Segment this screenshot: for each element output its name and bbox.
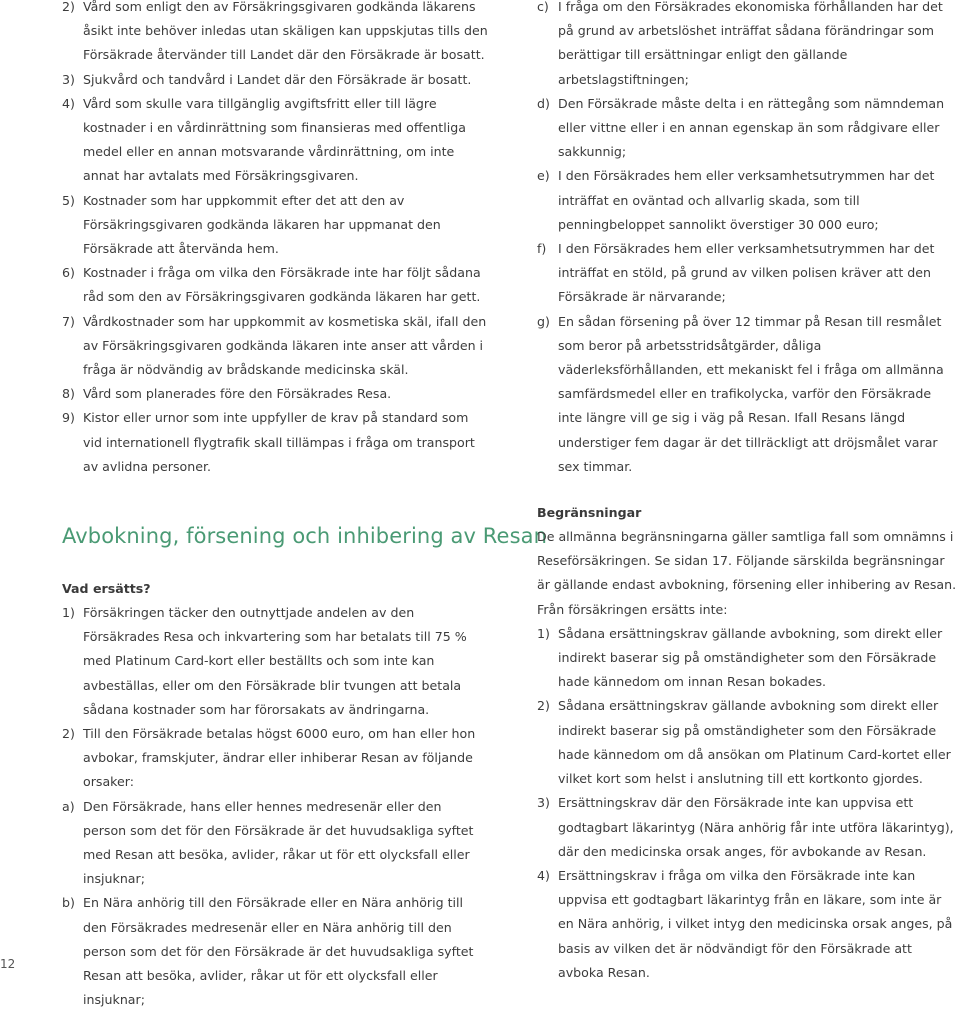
item-text: I den Försäkrades hem eller verksamhetsutrymmen har det inträffat en stöld, på grund av vilken polisen kräver att den Försäkrade är närvarande;: [558, 241, 935, 305]
item-text: Kostnader i fråga om vilka den Försäkrade inte har följt sådana råd som den av Försäkringsgivaren godkända läkaren har gett.: [83, 265, 481, 305]
list-item: [62, 92, 488, 189]
item-text: En sådan försening på över 12 timmar på Resan till resmålet som beror på arbetsstridsåtgärder, dåliga väderleksförhållanden, ett mekaniskt fel i fråga om allmänna samfärdsmedel eller en trafikolycka, varför den Försäkrade inte längre vill ge sig i väg på Resan. Ifall Resans längd understiger fem dagar är det tillräckligt att dröjsmålet varar sex timmar.: [558, 313, 944, 474]
item-number: c): [537, 0, 549, 14]
item-text: Ersättningskrav i fråga om vilka den Försäkrade inte kan uppvisa ett godtagbart läkarintyg från en läkare, som inte är en Nära anhörig, i vilket intyg den medicinska orsak anges, på basis av vilken det är nödvändigt för den Försäkrade att avboka Resan.: [558, 867, 953, 980]
item-number: 9): [62, 410, 75, 426]
item-number: 4): [537, 867, 550, 883]
item-number: f): [537, 241, 547, 257]
item-number: 6): [62, 265, 75, 281]
list-item: [537, 164, 957, 237]
section-heading: Avbokning, försening och inhibering av Resan: [62, 524, 547, 548]
item-number: b): [62, 895, 75, 911]
list-item: [537, 92, 957, 165]
item-number: 7): [62, 313, 75, 329]
item-text: Vård som enligt den av Försäkringsgivaren godkända läkarens åsikt inte behöver inledas utan skäligen kan uppskjutas tills den Försäkrade återvänder till Landet där den Försäkrade är bosatt.: [83, 0, 488, 63]
list-item: [62, 261, 488, 309]
list-item: [537, 237, 957, 310]
item-text: Ersättningskrav där den Försäkrade inte kan uppvisa ett godtagbart läkarintyg (Nära anhörig får inte utföra läkarintyg), där den medicinska orsak anges, för avbokande av Resan.: [558, 795, 954, 859]
page-number: 12: [0, 957, 16, 971]
item-text: Sådana ersättningskrav gällande avbokning, som direkt eller indirekt baserar sig på omständigheter som den Försäkrade hade kännedom om innan Resan bokades.: [558, 625, 943, 690]
item-number: 5): [62, 192, 75, 208]
list-item: [537, 791, 957, 864]
item-number: 1): [537, 625, 550, 641]
begransningar-paragraph: De allmänna begränsningarna gäller samtliga fall som omnämns i Reseförsäkringen. Se sidan 17. Följande särskilda begränsningar är gällande endast avbokning, försening eller inhibering av Resan. Från försäkringen ersätts inte:: [537, 529, 957, 617]
item-text: I fråga om den Försäkrades ekonomiska förhållanden har det på grund av arbetslöshet inträffat sådana förändringar som berättigar till ersättningar enligt den gällande arbetslagstiftningen;: [558, 0, 943, 87]
list-item: [62, 601, 488, 722]
list-item: [62, 795, 488, 892]
right-column: [537, 0, 957, 985]
item-number: e): [537, 168, 550, 184]
item-number: g): [537, 313, 550, 329]
item-text: Vård som planerades före den Försäkrades Resa.: [83, 386, 392, 402]
item-text: Vård som skulle vara tillgänglig avgiftsfritt eller till lägre kostnader i en vårdinrättning som finansieras med offentliga medel eller en annan motsvarande vårdinrättning, om inte annat har avtalats med Försäkringsgivaren.: [83, 95, 466, 184]
list-item: [62, 310, 488, 383]
item-text: I den Försäkrades hem eller verksamhetsutrymmen har det inträffat en oväntad och allvarlig skada, som till penningbeloppet sannolikt överstiger 30 000 euro;: [558, 168, 935, 232]
list-item: [62, 0, 488, 68]
list-item: [62, 722, 488, 795]
item-text: Till den Försäkrade betalas högst 6000 euro, om han eller hon avbokar, framskjuter, ändrar eller inhiberar Resan av följande orsaker:: [83, 726, 476, 790]
item-text: Sådana ersättningskrav gällande avbokning som direkt eller indirekt baserar sig på omständigheter som den Försäkrade hade kännedom om då ansökan om Platinum Card-kortet eller vilket kort som helst i anslutning till ett kortkonto gjordes.: [558, 698, 951, 787]
left-column-exclusions: [62, 0, 488, 479]
item-text: Kostnader som har uppkommit efter det att den av Försäkringsgivaren godkända läkaren har uppmanat den Försäkrade att återvända hem.: [83, 192, 441, 257]
item-number: 1): [62, 605, 75, 620]
item-number: 3): [62, 71, 75, 87]
list-item: [62, 68, 488, 92]
list-item: [62, 406, 488, 479]
item-number: 4): [62, 95, 75, 111]
list-item: [537, 622, 957, 695]
item-text: Försäkringen täcker den outnyttjade andelen av den Försäkrades Resa och inkvartering som har betalats till 75 % med Platinum Card-kort eller beställts och som inte kan avbeställas, eller om den Försäkrade blir tvungen att betala sådana kostnader som har förorsakats av ändringarna.: [83, 605, 467, 717]
item-text: Vårdkostnader som har uppkommit av kosmetiska skäl, ifall den av Försäkringsgivaren godkända läkaren inte anser att vården i fråga är nödvändig av brådskande medicinska skäl.: [83, 313, 487, 378]
item-number: 2): [62, 726, 75, 742]
vad-ersatts-subheading: Vad ersätts?: [62, 581, 151, 596]
item-number: a): [62, 798, 75, 814]
list-item: [62, 189, 488, 262]
list-item: [537, 310, 957, 479]
list-item: [537, 0, 957, 92]
list-item: [62, 382, 488, 406]
item-number: d): [537, 95, 550, 111]
list-item: [537, 864, 957, 985]
item-number: 8): [62, 386, 75, 402]
list-item: [537, 694, 957, 791]
list-item: [62, 891, 488, 1012]
item-number: 2): [537, 698, 550, 714]
item-number: 2): [62, 0, 75, 14]
item-text: Sjukvård och tandvård i Landet där den Försäkrade är bosatt.: [83, 71, 472, 87]
item-text: Kistor eller urnor som inte uppfyller de krav på standard som vid internationell flygtrafik skall tillämpas i fråga om transport av avlidna personer.: [83, 410, 475, 474]
item-text: Den Försäkrade måste delta i en rättegång som nämndeman eller vittne eller i en annan egenskap än som rådgivare eller sakkunnig;: [558, 95, 945, 160]
left-column-coverage: [62, 577, 488, 1012]
item-number: 3): [537, 795, 550, 811]
item-text: Den Försäkrade, hans eller hennes medresenär eller den person som det för den Försäkrade är det huvudsakliga syftet med Resan att besöka, avlider, råkar ut för ett olycksfall eller insjuknar;: [83, 798, 474, 887]
begransningar-subheading: Begränsningar: [537, 505, 642, 521]
item-text: En Nära anhörig till den Försäkrade eller en Nära anhörig till den Försäkrades medresenär eller en Nära anhörig till den person som det för den Försäkrade är det huvudsakliga syftet Resan att besöka, avlider, råkar ut för ett olycksfall eller insjuknar;: [83, 895, 474, 1008]
